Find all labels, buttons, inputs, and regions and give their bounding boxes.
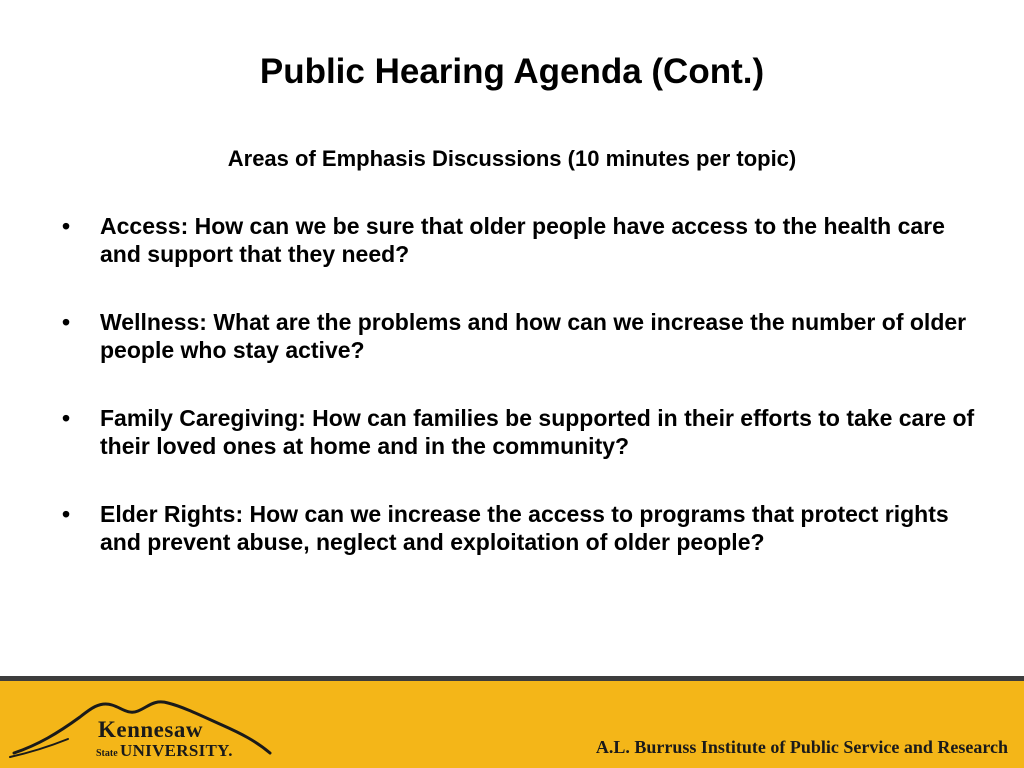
bullet-dot-icon: • bbox=[62, 309, 71, 335]
footer-band bbox=[0, 681, 1024, 768]
logo-kennesaw-text: Kennesaw bbox=[98, 717, 203, 742]
bullet-dot-icon: • bbox=[62, 405, 71, 431]
slide-subtitle: Areas of Emphasis Discussions (10 minutes per topic) bbox=[227, 146, 797, 171]
bullet-text: Family Caregiving: How can families be supported in their efforts to take care of their loved ones at home and in the community? bbox=[100, 405, 975, 459]
bullet-dot-icon: • bbox=[62, 213, 71, 239]
bullet-item-wellness bbox=[56, 308, 976, 364]
institute-name: A.L. Burruss Institute of Public Service and Research bbox=[595, 737, 1008, 757]
bullet-dot-icon: • bbox=[62, 501, 71, 527]
logo-state-text: State bbox=[96, 748, 118, 759]
bullet-item-access bbox=[56, 212, 976, 268]
bullet-text: Wellness: What are the problems and how can we increase the number of older people who stay active? bbox=[100, 309, 967, 363]
kennesaw-logo bbox=[8, 695, 288, 765]
logo-university-text: UNIVERSITY. bbox=[120, 741, 233, 760]
bullet-item-elder-rights bbox=[56, 500, 976, 556]
bullet-text: Elder Rights: How can we increase the access to programs that protect rights and prevent abuse, neglect and exploitation of older people? bbox=[100, 501, 949, 555]
bullet-text: Access: How can we be sure that older people have access to the health care and support that they need? bbox=[100, 213, 945, 267]
footer bbox=[0, 676, 1024, 768]
bullet-item-family-caregiving bbox=[56, 404, 976, 460]
bullet-list bbox=[56, 212, 976, 596]
slide-title: Public Hearing Agenda (Cont.) bbox=[259, 52, 765, 91]
